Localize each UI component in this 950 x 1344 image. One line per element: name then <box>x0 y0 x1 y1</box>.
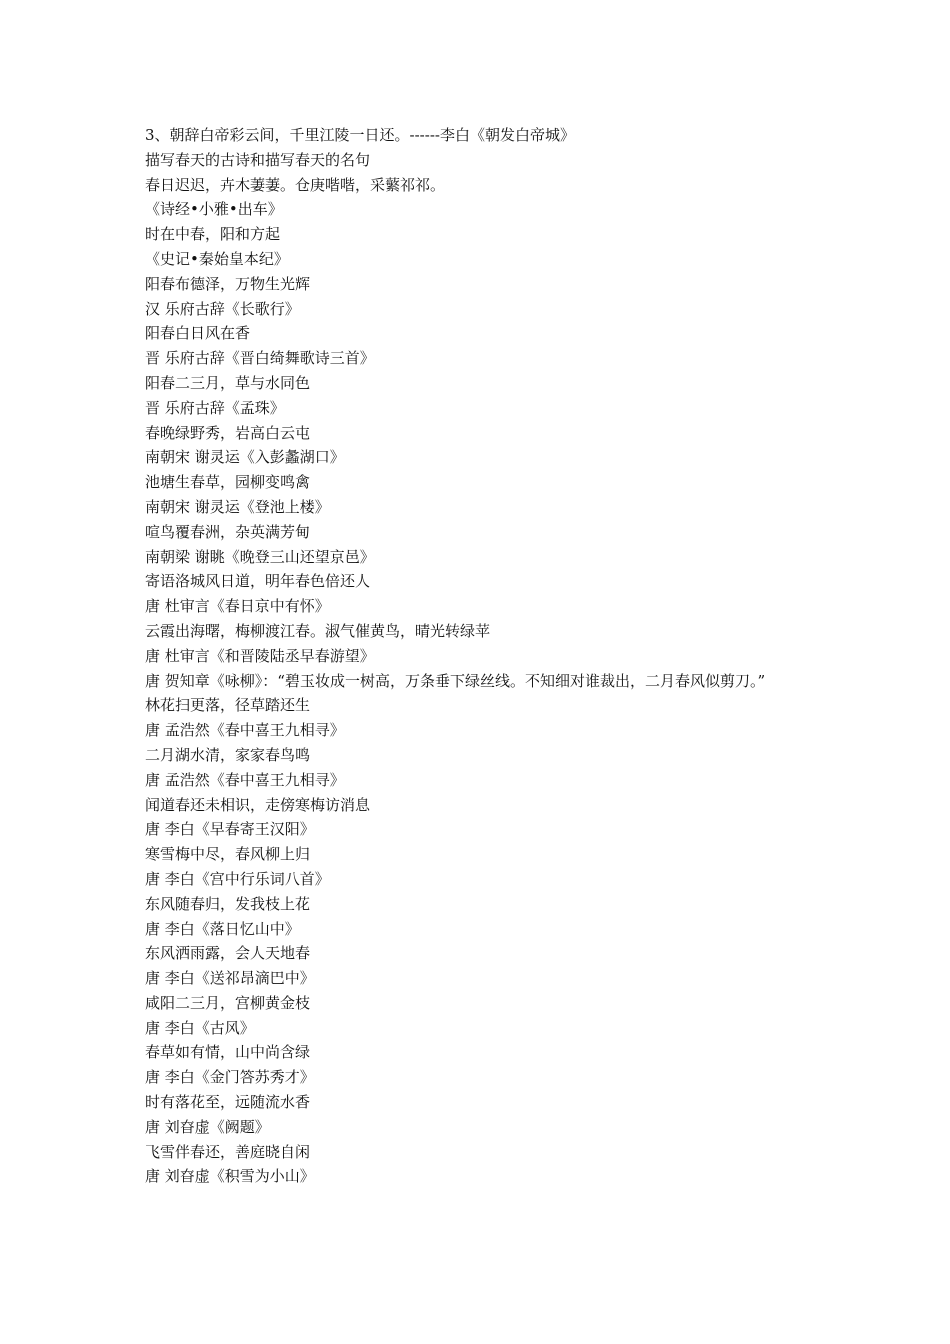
text-line: 池塘生春草，园柳变鸣禽 <box>145 473 311 492</box>
text-line: 南朝宋 谢灵运《入彭蠡湖口》 <box>145 448 345 467</box>
text-line: 时有落花至，远随流水香 <box>145 1093 311 1112</box>
text-line: 唐 李白《早春寄王汉阳》 <box>145 820 315 839</box>
text-line: 阳春布德泽，万物生光辉 <box>145 274 311 293</box>
text-line: 唐 孟浩然《春中喜王九相寻》 <box>145 721 345 740</box>
text-line: 春日迟迟，卉木萋萋。仓庚喈喈，采蘩祁祁。 <box>145 175 446 194</box>
text-line: 阳春白日风在香 <box>145 324 251 343</box>
text-line: 汉 乐府古辞《长歌行》 <box>145 299 300 318</box>
text-line: 唐 李白《宫中行乐词八首》 <box>145 869 330 888</box>
text-line: 《史记•秦始皇本纪》 <box>145 249 289 268</box>
text-line: 唐 孟浩然《春中喜王九相寻》 <box>145 770 345 789</box>
text-line: 阳春二三月，草与水同色 <box>145 373 311 392</box>
text-line: 寄语洛城风日道，明年春色倍还人 <box>145 572 371 591</box>
text-line: 3、朝辞白帝彩云间，千里江陵一日还。------李白《朝发白帝城》 <box>145 126 575 144</box>
text-line: 东风洒雨露，会人天地春 <box>145 944 311 963</box>
text-line: 唐 刘昚虚《阙题》 <box>145 1117 270 1136</box>
text-line: 东风随春归，发我枝上花 <box>145 894 311 913</box>
text-line: 时在中春，阳和方起 <box>145 225 281 244</box>
text-line: 唐 李白《古风》 <box>145 1018 255 1037</box>
text-line: 林花扫更落，径草踏还生 <box>145 696 311 715</box>
text-line: 飞雪伴春还，善庭晓自闲 <box>145 1142 311 1161</box>
text-line: 南朝梁 谢眺《晚登三山还望京邑》 <box>145 547 375 566</box>
text-line: 二月湖水清，家家春鸟鸣 <box>145 745 311 764</box>
document-body <box>145 123 825 1189</box>
text-line: 唐 李白《落日忆山中》 <box>145 919 300 938</box>
text-line: 寒雪梅中尽，春风柳上归 <box>145 845 311 864</box>
text-line: 南朝宋 谢灵运《登池上楼》 <box>145 497 330 516</box>
text-line: 晋 乐府古辞《孟珠》 <box>145 398 285 417</box>
text-line: 《诗经•小雅•出车》 <box>145 200 283 219</box>
text-line: 唐 杜审言《和晋陵陆丞早春游望》 <box>145 646 375 665</box>
text-line: 唐 贺知章《咏柳》：“碧玉妆成一树高，万条垂下绿丝线。不知细对谁裁出，二月春风似剪刀。” <box>145 671 766 690</box>
text-line: 闻道春还未相识，走傍寒梅访消息 <box>145 795 371 814</box>
text-line: 春晚绿野秀，岩高白云屯 <box>145 423 311 442</box>
text-line: 唐 李白《送祁昂滴巴中》 <box>145 969 315 988</box>
text-line: 唐 杜审言《春日京中有怀》 <box>145 597 330 616</box>
text-line: 咸阳二三月，宫柳黄金枝 <box>145 993 311 1012</box>
text-line: 晋 乐府古辞《晋白绮舞歌诗三首》 <box>145 349 375 368</box>
text-line: 喧鸟覆春洲，杂英满芳甸 <box>145 522 311 541</box>
text-line: 云霞出海曙，梅柳渡江春。淑气催黄鸟，晴光转绿苹 <box>145 621 491 640</box>
text-line: 唐 李白《金门答苏秀才》 <box>145 1068 315 1087</box>
text-line: 描写春天的古诗和描写春天的名句 <box>145 150 371 169</box>
text-line: 唐 刘昚虚《积雪为小山》 <box>145 1167 315 1186</box>
text-line: 春草如有情，山中尚含绿 <box>145 1043 311 1062</box>
